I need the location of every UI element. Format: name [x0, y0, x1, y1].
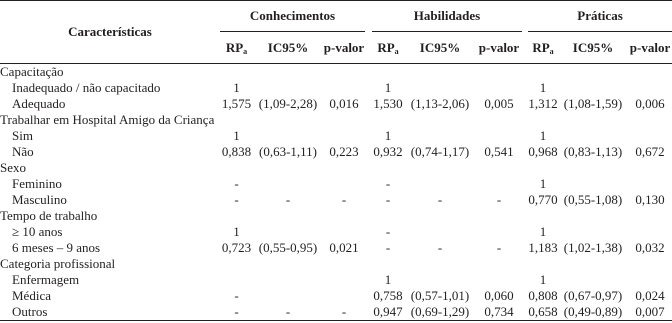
ci-value [253, 128, 323, 144]
row-label: Enfermagem [12, 272, 80, 287]
ci-value: (0,55-0,95) [258, 240, 318, 255]
ci-value [558, 176, 628, 192]
rp-value [372, 160, 404, 176]
group-gap [365, 272, 372, 288]
rp-value: 1 [233, 80, 240, 95]
characteristics-header: Características [0, 1, 220, 64]
rp-value: - [385, 192, 391, 207]
rp-value: - [385, 224, 391, 239]
ci-value [558, 208, 628, 224]
table-row [0, 192, 672, 208]
ci-value [558, 128, 628, 144]
ci-value [404, 160, 476, 176]
row-label: Inadequado / não capacitado [12, 80, 161, 95]
group-gap [365, 32, 372, 64]
rp-value: 1 [384, 80, 392, 95]
rp-value: 0,947 [373, 304, 403, 319]
category-label: Tempo de trabalho [0, 208, 98, 223]
ci-value [404, 64, 476, 81]
row-label: Sim [12, 128, 33, 143]
row-label: Adequado [12, 96, 66, 111]
pvalue-value: 0,734 [476, 304, 522, 321]
pvalue-value: - [323, 304, 365, 321]
ci-value [404, 128, 476, 144]
pvalue-value: 0,007 [628, 304, 672, 321]
ci-value [404, 256, 476, 272]
group-gap [365, 80, 372, 96]
ci-value [558, 112, 628, 128]
ci-value [404, 208, 476, 224]
row-label: ≥ 10 anos [12, 224, 63, 239]
group-gap [365, 192, 372, 208]
pvalue-value [323, 64, 365, 81]
ci-value [558, 272, 628, 288]
pvalue-value: 0,021 [329, 240, 359, 255]
rp-value [372, 112, 404, 128]
ci-value [253, 160, 323, 176]
ci-value: - [285, 192, 291, 207]
ci-value [404, 112, 476, 128]
pvalue-value: - [496, 240, 502, 255]
pvalue-value: 0,130 [635, 192, 665, 207]
rp-value: 1 [539, 80, 547, 95]
group-header-conhecimentos: Conhecimentos [220, 1, 365, 32]
pvalue-header: p-valor [476, 32, 522, 64]
rp-value: 1,312 [528, 96, 558, 111]
group-gap [365, 208, 372, 224]
rp-value: 1 [233, 224, 240, 239]
ci-value [253, 208, 323, 224]
rp-value [220, 112, 253, 128]
pvalue-value [323, 128, 365, 144]
ci-value: - [437, 192, 443, 207]
table-row [0, 176, 672, 192]
group-gap [365, 176, 372, 192]
ci-value: (1,08-1,59) [563, 96, 623, 111]
row-label: Médica [12, 288, 51, 303]
pvalue-value [628, 112, 672, 128]
pvalue-value: 0,223 [329, 144, 359, 159]
rp-value: 0,968 [528, 144, 558, 159]
row-label: Masculino [12, 192, 67, 207]
ci-value: (0,74-1,17) [410, 144, 470, 159]
rp-value: 0,932 [373, 144, 403, 159]
rp-value: 1 [539, 176, 547, 191]
pvalue-header: p-valor [628, 32, 672, 64]
pvalue-value [628, 224, 672, 240]
ci-value [558, 160, 628, 176]
rp-value: - [220, 304, 253, 321]
rp-value: 1 [384, 128, 392, 143]
pvalue-value: - [341, 192, 347, 207]
pvalue-value [476, 112, 522, 128]
table-row [0, 128, 672, 144]
rp-value [220, 256, 253, 272]
table-row [0, 224, 672, 240]
pvalue-value: 0,541 [484, 144, 514, 159]
ci-value [253, 272, 323, 288]
pvalue-header: p-valor [323, 32, 365, 64]
rp-value: 1 [539, 272, 547, 287]
group-gap [365, 144, 372, 160]
rp-value: 0,723 [221, 240, 252, 255]
rp-value [372, 256, 404, 272]
group-gap [365, 304, 372, 321]
ci-value: - [437, 240, 443, 255]
pvalue-value [628, 208, 672, 224]
pvalue-value [323, 256, 365, 272]
rp-value: 0,758 [373, 288, 403, 303]
ci-value: (1,02-1,38) [563, 240, 623, 255]
ci-value: (0,57-1,01) [410, 288, 470, 303]
group-gap [365, 256, 372, 272]
group-gap [365, 288, 372, 304]
ci-value: (0,83-1,13) [563, 144, 623, 159]
ic-header: IC95% [253, 32, 323, 64]
pvalue-value [476, 272, 522, 288]
rp-value: 0,770 [528, 192, 558, 207]
pvalue-value [323, 112, 365, 128]
rp-value: - [234, 176, 239, 191]
group-gap [365, 224, 372, 240]
pvalue-value [628, 176, 672, 192]
row-label: 6 meses – 9 anos [12, 240, 101, 255]
ci-value [558, 224, 628, 240]
rp-value: - [234, 192, 239, 207]
pvalue-value [323, 224, 365, 240]
table-row [0, 80, 672, 96]
pvalue-value [476, 160, 522, 176]
pvalue-value [476, 64, 522, 81]
rp-value [528, 256, 558, 272]
table-row [0, 144, 672, 160]
rp-value [220, 160, 253, 176]
pvalue-value [476, 176, 522, 192]
ci-value [253, 224, 323, 240]
category-label: Categoria profissional [0, 256, 116, 271]
ci-value [253, 288, 323, 304]
rp-value [372, 208, 404, 224]
ci-value: (1,13-2,06) [410, 96, 470, 111]
category-row [0, 256, 672, 272]
ci-value: (0,55-1,08) [563, 192, 623, 207]
pvalue-value [323, 272, 365, 288]
ic-header: IC95% [558, 32, 628, 64]
ci-value: (0,63-1,11) [258, 144, 317, 159]
pvalue-value [323, 160, 365, 176]
group-gap [365, 112, 372, 128]
row-label: Feminino [12, 176, 62, 191]
group-header-habilidades: Habilidades [372, 1, 522, 32]
group-header-praticas: Práticas [528, 1, 672, 32]
rp-value [528, 208, 558, 224]
row-label: Não [12, 144, 34, 159]
pvalue-value [628, 64, 672, 81]
pvalue-value: 0,016 [329, 96, 359, 111]
category-row [0, 160, 672, 176]
ci-value: (1,09-2,28) [258, 96, 318, 111]
rp-value: 0,658 [528, 304, 558, 319]
pvalue-value [476, 208, 522, 224]
pvalue-value: 0,032 [635, 240, 665, 255]
rp-value [528, 160, 558, 176]
row-label: Outros [0, 304, 220, 321]
rp-value [220, 272, 253, 288]
rp-value: 1,183 [528, 240, 558, 255]
pvalue-value: 0,060 [484, 288, 514, 303]
group-gap [365, 96, 372, 112]
ci-value: (0,67-0,97) [563, 288, 623, 303]
ci-value [558, 64, 628, 81]
pvalue-value [628, 160, 672, 176]
ci-value [404, 224, 476, 240]
ci-value: (0,49-0,89) [558, 304, 628, 321]
rp-value [528, 64, 558, 81]
ci-value [404, 176, 476, 192]
pvalue-value [628, 256, 672, 272]
category-label: Capacitação [0, 64, 64, 79]
rp-header: $RP_a$ [528, 32, 558, 64]
category-row [0, 208, 672, 224]
rp-header: $RP_a$ [372, 32, 404, 64]
ci-value [558, 256, 628, 272]
table-row [0, 304, 672, 321]
pvalue-value [323, 288, 365, 304]
pvalue-value [323, 176, 365, 192]
table-row [0, 272, 672, 288]
rp-value: - [385, 240, 391, 255]
pvalue-value: 0,006 [635, 96, 665, 111]
rp-value: 1 [539, 224, 547, 239]
table-row [0, 96, 672, 112]
group-gap [365, 64, 372, 81]
rp-value: 1 [233, 128, 240, 143]
ci-value: (0,69-1,29) [404, 304, 476, 321]
ci-value [253, 176, 323, 192]
group-gap [365, 240, 372, 256]
ic-header: IC95% [404, 32, 476, 64]
category-row [0, 64, 672, 81]
ci-value: - [253, 304, 323, 321]
ci-value [404, 272, 476, 288]
pvalue-value: 0,005 [484, 96, 514, 111]
group-gap [365, 160, 372, 176]
group-gap [365, 128, 372, 144]
category-label: Trabalhar em Hospital Amigo da Criança [0, 112, 215, 127]
category-row [0, 112, 672, 128]
pvalue-value [323, 208, 365, 224]
rp-value: - [385, 176, 391, 191]
rp-value [372, 64, 404, 81]
rp-value: - [234, 288, 239, 303]
ci-value [558, 80, 628, 96]
ci-value [253, 64, 323, 81]
table-row [0, 288, 672, 304]
rp-value: 1,530 [373, 96, 403, 111]
pvalue-value: 0,024 [635, 288, 665, 303]
rp-value: 1 [384, 272, 392, 287]
group-gap [365, 1, 372, 32]
rp-value: 1 [539, 128, 547, 143]
ci-value [404, 80, 476, 96]
pvalue-value [476, 128, 522, 144]
pvalue-value: 0,672 [635, 144, 665, 159]
rp-header: $RP_a$ [220, 32, 253, 64]
pvalue-value [628, 128, 672, 144]
category-label: Sexo [0, 160, 26, 175]
rp-value: 1,575 [221, 96, 252, 111]
rp-value [220, 208, 253, 224]
pvalue-value: - [496, 192, 502, 207]
pvalue-value [628, 80, 672, 96]
ci-value [253, 80, 323, 96]
pvalue-value [476, 80, 522, 96]
rp-value: 0,838 [221, 144, 252, 159]
rp-value [220, 64, 253, 81]
pvalue-value [476, 256, 522, 272]
ci-value [253, 256, 323, 272]
rp-value: 0,808 [528, 288, 558, 303]
pvalue-value [628, 272, 672, 288]
table-row [0, 240, 672, 256]
pvalue-value [323, 80, 365, 96]
ci-value [253, 112, 323, 128]
rp-value [528, 112, 558, 128]
pvalue-value [476, 224, 522, 240]
